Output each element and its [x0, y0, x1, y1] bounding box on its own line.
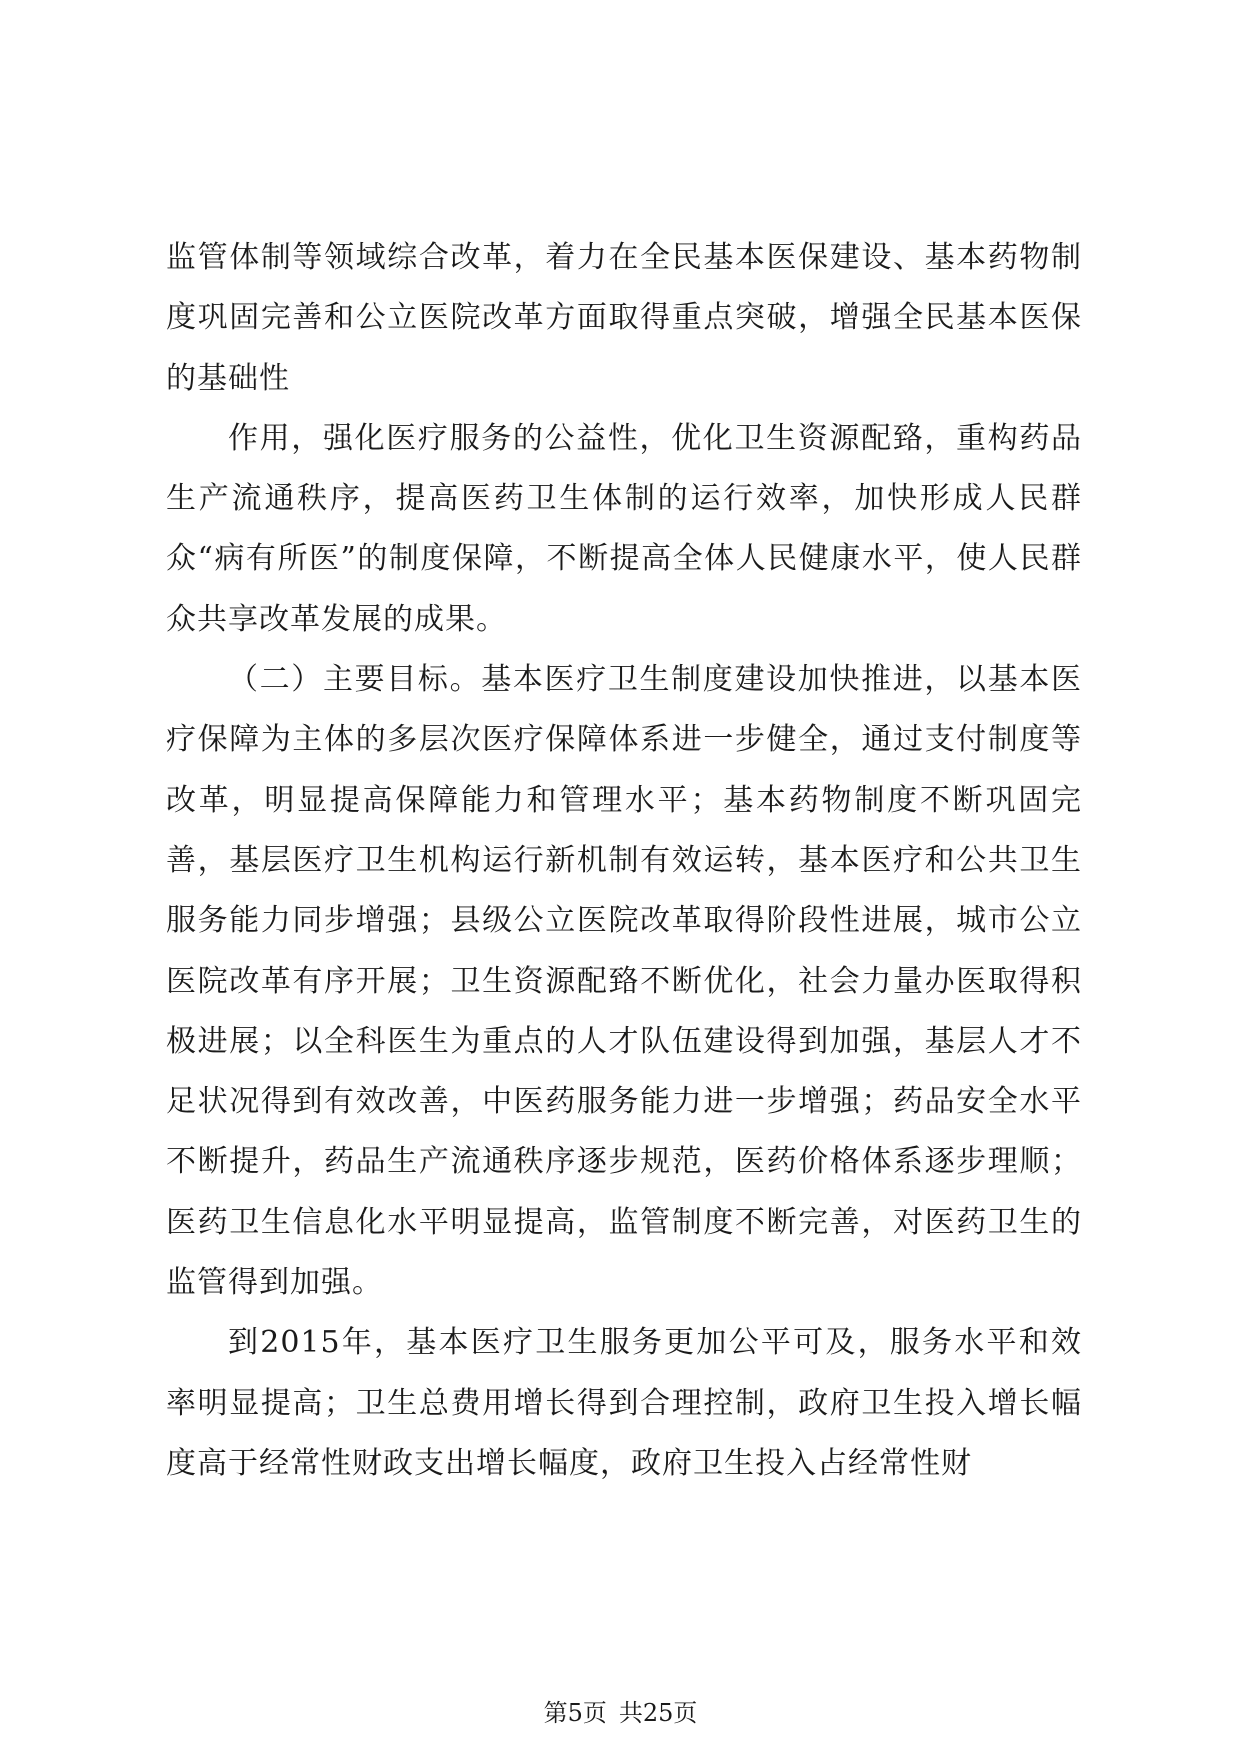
paragraph-main-goals: （二）主要目标。基本医疗卫生制度建设加快推进，以基本医疗保障为主体的多层次医疗保障体系进一步健全，通过支付制度等改革，明显提高保障能力和管理水平；基本药物制度不断巩固完善，基层医疗卫生机构运行新机制有效运转，基本医疗和公共卫生服务能力同步增强；县级公立医院改革取得阶段性进展，城市公立医院改革有序开展；卫生资源配臵不断优化，社会力量办医取得积极进展；以全科医生为重点的人才队伍建设得到加强，基层人才不足状况得到有效改善，中医药服务能力进一步增强；药品安全水平不断提升，药品生产流通秩序逐步规范，医药价格体系逐步理顺；医药卫生信息化水平明显提高，监管制度不断完善，对医药卫生的监管得到加强。: [166, 662, 1082, 1301]
page-number: 第5页: [543, 1699, 607, 1727]
body-text: [166, 228, 1082, 1494]
paragraph: 作用，强化医疗服务的公益性，优化卫生资源配臵，重构药品生产流通秩序，提高医药卫生体制的运行效率，加快形成人民群众“病有所医”的制度保障，不断提高全体人民健康水平，使人民群众共享改革发展的成果。: [166, 420, 1082, 637]
paragraph-continued: 监管体制等领域综合改革，着力在全民基本医保建设、基本药物制度巩固完善和公立医院改革方面取得重点突破，增强全民基本医保的基础性: [166, 240, 1082, 396]
page-footer: [0, 1698, 1241, 1728]
page-total: 共25页: [618, 1699, 698, 1727]
paragraph-2015-goals: 到2015年，基本医疗卫生服务更加公平可及，服务水平和效率明显提高；卫生总费用增长得到合理控制，政府卫生投入增长幅度高于经常性财政支出增长幅度，政府卫生投入占经常性财: [166, 1325, 1082, 1481]
